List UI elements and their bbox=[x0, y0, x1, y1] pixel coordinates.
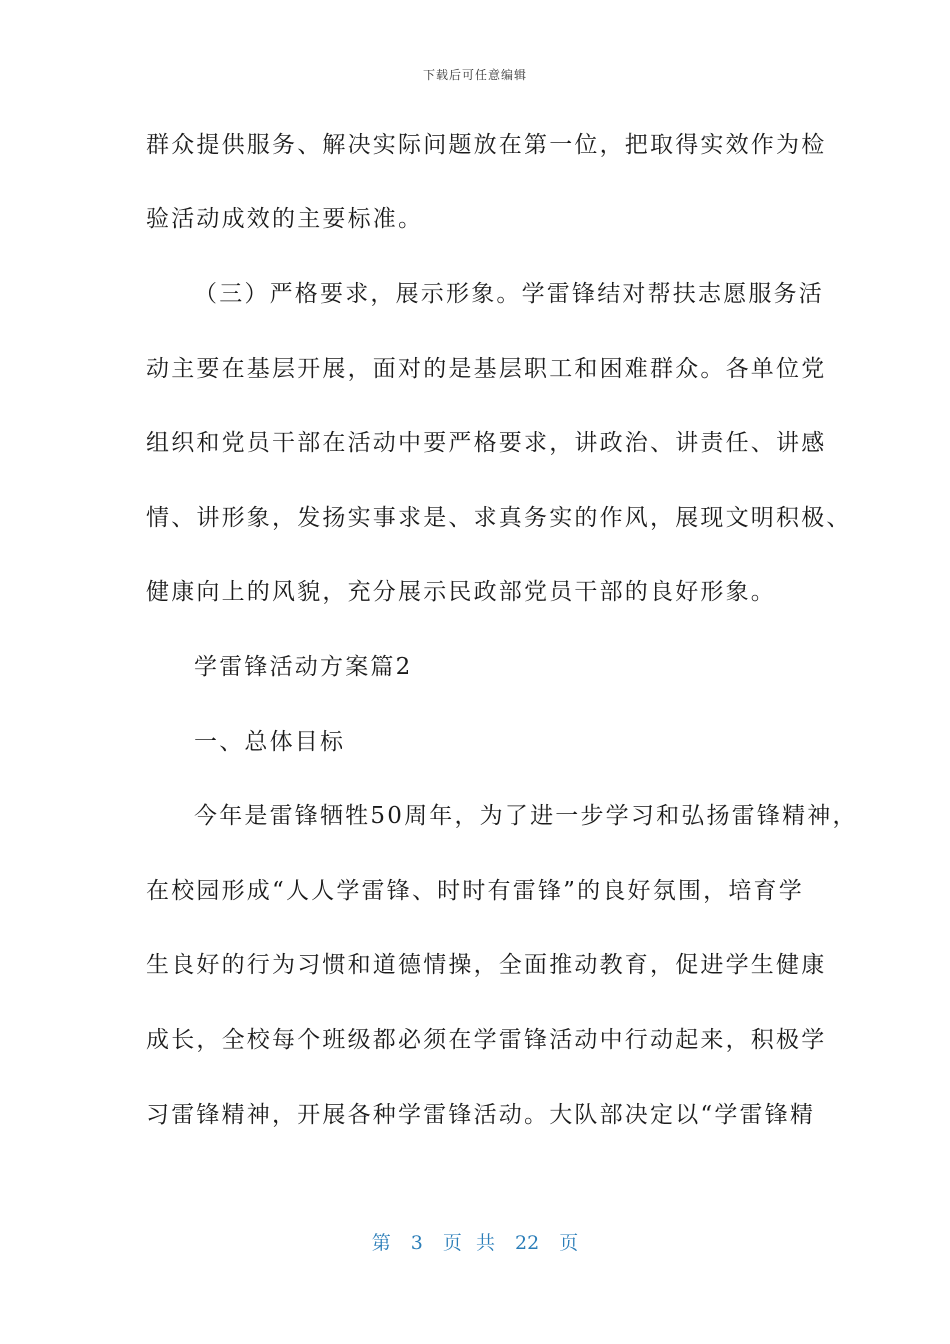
total-pages-number: 22 bbox=[515, 1232, 540, 1254]
footer-suffix: 页 bbox=[559, 1232, 579, 1254]
footer-middle: 页 共 bbox=[442, 1232, 495, 1254]
paragraph-line: 健康向上的风貌，充分展示民政部党员干部的良好形象。 bbox=[146, 579, 776, 605]
paragraph-line: 组织和党员干部在活动中要严格要求，讲政治、讲责任、讲感 bbox=[146, 430, 827, 456]
page-footer bbox=[0, 1228, 950, 1255]
paragraph-line: 群众提供服务、解决实际问题放在第一位，把取得实效作为检 bbox=[146, 132, 827, 158]
paragraph-line: 情、讲形象，发扬实事求是、求真务实的作风，展现文明积极、 bbox=[146, 505, 852, 531]
paragraph-line: 动主要在基层开展，面对的是基层职工和困难群众。各单位党 bbox=[146, 356, 827, 382]
current-page-number: 3 bbox=[410, 1232, 423, 1254]
footer-prefix: 第 bbox=[371, 1232, 391, 1254]
paragraph-line: 在校园形成“人人学雷锋、时时有雷锋”的良好氛围，培育学 bbox=[146, 878, 804, 904]
section-heading: 一、总体目标 bbox=[194, 729, 346, 755]
paragraph-line: 成长，全校每个班级都必须在学雷锋活动中行动起来，积极学 bbox=[146, 1027, 827, 1053]
section-title: 学雷锋活动方案篇2 bbox=[194, 654, 413, 680]
paragraph-line: 今年是雷锋牺牲50周年，为了进一步学习和弘扬雷锋精神， bbox=[194, 803, 858, 829]
paragraph-line: 验活动成效的主要标准。 bbox=[146, 206, 424, 232]
paragraph-line: 习雷锋精神，开展各种学雷锋活动。大队部决定以“学雷锋精 bbox=[146, 1102, 816, 1128]
paragraph-line: 生良好的行为习惯和道德情操，全面推动教育，促进学生健康 bbox=[146, 952, 827, 978]
page-header: 下载后可任意编辑 bbox=[422, 68, 527, 82]
paragraph-line: （三）严格要求，展示形象。学雷锋结对帮扶志愿服务活 bbox=[194, 281, 824, 307]
